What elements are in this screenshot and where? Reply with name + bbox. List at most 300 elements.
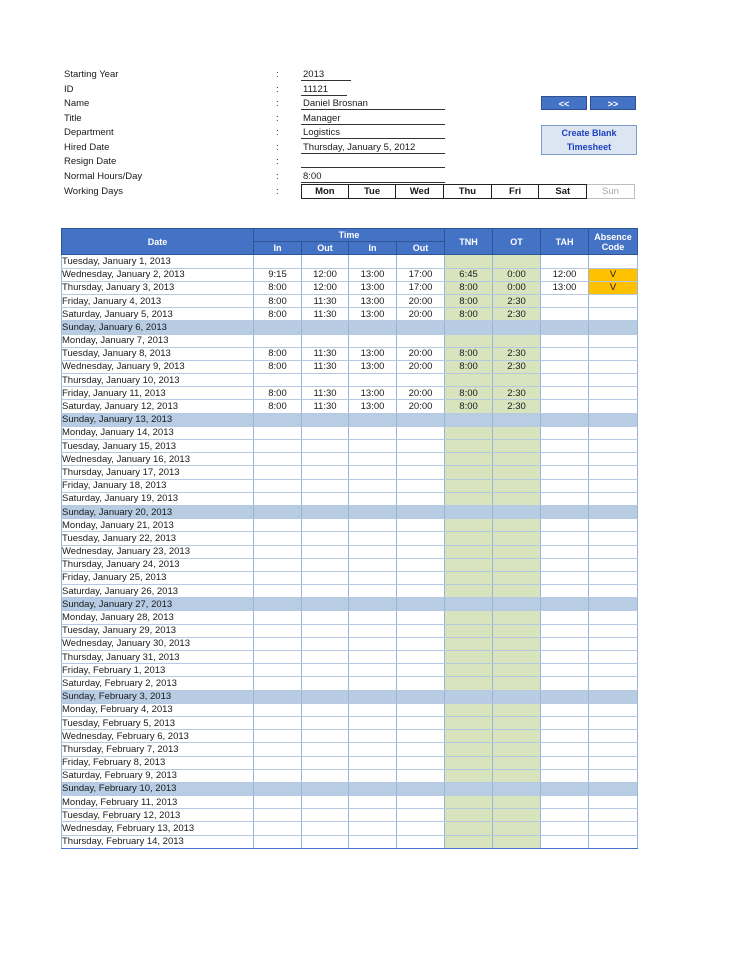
time-out-am-cell[interactable] [302,440,349,453]
time-in-pm-cell[interactable] [349,690,397,703]
absence-code-cell[interactable] [589,756,638,769]
time-in-pm-cell[interactable] [349,730,397,743]
absence-code-cell[interactable] [589,651,638,664]
ot-cell[interactable] [493,334,541,347]
absence-code-cell[interactable] [589,347,638,360]
ot-cell[interactable] [493,466,541,479]
time-out-pm-cell[interactable] [397,585,445,598]
time-out-am-cell[interactable] [302,255,349,268]
time-out-am-cell[interactable] [302,545,349,558]
time-out-pm-cell[interactable] [397,334,445,347]
time-in-am-cell[interactable] [254,756,302,769]
next-year-button[interactable]: >> [590,96,636,110]
time-out-pm-cell[interactable] [397,796,445,809]
time-out-am-cell[interactable] [302,585,349,598]
ot-cell[interactable] [493,769,541,782]
ot-cell[interactable] [493,716,541,729]
time-in-am-cell[interactable]: 8:00 [254,281,302,294]
absence-code-cell[interactable] [589,822,638,835]
time-out-pm-cell[interactable] [397,492,445,505]
absence-code-cell[interactable] [589,479,638,492]
time-out-am-cell[interactable] [302,809,349,822]
tah-cell[interactable] [541,360,589,373]
tah-cell[interactable]: 13:00 [541,281,589,294]
time-in-am-cell[interactable] [254,453,302,466]
absence-code-cell[interactable]: V [589,268,638,281]
tnh-cell[interactable] [445,690,493,703]
tnh-cell[interactable]: 8:00 [445,308,493,321]
time-out-pm-cell[interactable] [397,703,445,716]
ot-cell[interactable]: 2:30 [493,400,541,413]
time-in-pm-cell[interactable] [349,413,397,426]
time-out-pm-cell[interactable]: 20:00 [397,347,445,360]
time-out-am-cell[interactable] [302,677,349,690]
time-out-am-cell[interactable]: 12:00 [302,281,349,294]
working-day-mon[interactable]: Mon [301,184,349,199]
tnh-cell[interactable] [445,769,493,782]
working-day-tue[interactable]: Tue [349,184,397,199]
time-in-am-cell[interactable] [254,769,302,782]
time-in-am-cell[interactable] [254,479,302,492]
absence-code-cell[interactable] [589,624,638,637]
ot-cell[interactable] [493,505,541,518]
ot-cell[interactable] [493,545,541,558]
absence-code-cell[interactable] [589,374,638,387]
absence-code-cell[interactable] [589,677,638,690]
time-out-am-cell[interactable] [302,374,349,387]
time-in-am-cell[interactable]: 8:00 [254,400,302,413]
time-out-pm-cell[interactable] [397,426,445,439]
time-in-pm-cell[interactable]: 13:00 [349,400,397,413]
ot-cell[interactable] [493,479,541,492]
absence-code-cell[interactable] [589,426,638,439]
time-out-am-cell[interactable] [302,611,349,624]
tah-cell[interactable] [541,347,589,360]
ot-cell[interactable] [493,440,541,453]
time-out-pm-cell[interactable] [397,598,445,611]
time-out-pm-cell[interactable] [397,835,445,848]
time-in-am-cell[interactable] [254,519,302,532]
tah-cell[interactable] [541,413,589,426]
time-in-am-cell[interactable] [254,624,302,637]
time-out-pm-cell[interactable] [397,677,445,690]
time-out-am-cell[interactable] [302,690,349,703]
tah-cell[interactable] [541,664,589,677]
working-day-sun[interactable]: Sun [587,184,635,199]
time-out-pm-cell[interactable] [397,255,445,268]
absence-code-cell[interactable] [589,835,638,848]
tah-cell[interactable] [541,374,589,387]
tah-cell[interactable] [541,294,589,307]
time-out-am-cell[interactable]: 11:30 [302,347,349,360]
tah-cell[interactable] [541,743,589,756]
tah-cell[interactable] [541,545,589,558]
time-out-pm-cell[interactable] [397,545,445,558]
time-in-pm-cell[interactable]: 13:00 [349,294,397,307]
time-out-pm-cell[interactable]: 20:00 [397,360,445,373]
time-in-pm-cell[interactable] [349,822,397,835]
ot-cell[interactable]: 2:30 [493,387,541,400]
time-in-am-cell[interactable]: 8:00 [254,387,302,400]
tnh-cell[interactable] [445,519,493,532]
tnh-cell[interactable] [445,743,493,756]
starting-year-field[interactable]: 2013 [303,69,325,80]
absence-code-cell[interactable] [589,492,638,505]
tnh-cell[interactable] [445,637,493,650]
tnh-cell[interactable]: 8:00 [445,281,493,294]
time-in-pm-cell[interactable] [349,505,397,518]
time-out-am-cell[interactable] [302,532,349,545]
time-in-am-cell[interactable]: 8:00 [254,294,302,307]
time-in-am-cell[interactable]: 9:15 [254,268,302,281]
time-out-pm-cell[interactable]: 17:00 [397,268,445,281]
time-in-pm-cell[interactable] [349,479,397,492]
tah-cell[interactable] [541,334,589,347]
absence-code-cell[interactable] [589,743,638,756]
time-out-pm-cell[interactable] [397,453,445,466]
tah-cell[interactable] [541,505,589,518]
ot-cell[interactable] [493,598,541,611]
tah-cell[interactable] [541,796,589,809]
absence-code-cell[interactable] [589,440,638,453]
tah-cell[interactable] [541,308,589,321]
tnh-cell[interactable] [445,730,493,743]
time-out-am-cell[interactable] [302,769,349,782]
time-out-pm-cell[interactable] [397,716,445,729]
time-in-pm-cell[interactable] [349,756,397,769]
absence-code-cell[interactable] [589,730,638,743]
time-out-pm-cell[interactable] [397,321,445,334]
tnh-cell[interactable] [445,585,493,598]
ot-cell[interactable] [493,585,541,598]
absence-code-cell[interactable] [589,453,638,466]
hired-date-field[interactable]: Thursday, January 5, 2012 [303,142,416,153]
time-in-am-cell[interactable] [254,440,302,453]
time-in-pm-cell[interactable] [349,598,397,611]
time-in-pm-cell[interactable] [349,519,397,532]
time-in-pm-cell[interactable] [349,374,397,387]
tnh-cell[interactable]: 6:45 [445,268,493,281]
ot-cell[interactable] [493,703,541,716]
time-in-pm-cell[interactable] [349,545,397,558]
time-out-am-cell[interactable]: 11:30 [302,294,349,307]
tnh-cell[interactable] [445,756,493,769]
id-field[interactable]: 11121 [303,84,329,95]
time-out-am-cell[interactable]: 11:30 [302,308,349,321]
ot-cell[interactable]: 0:00 [493,281,541,294]
title-field[interactable]: Manager [303,113,341,124]
time-out-am-cell[interactable]: 12:00 [302,268,349,281]
tnh-cell[interactable] [445,809,493,822]
time-in-pm-cell[interactable] [349,782,397,795]
time-in-am-cell[interactable] [254,637,302,650]
tnh-cell[interactable] [445,677,493,690]
time-out-am-cell[interactable] [302,413,349,426]
tah-cell[interactable]: 12:00 [541,268,589,281]
ot-cell[interactable] [493,453,541,466]
normal-hours-field[interactable]: 8:00 [303,171,322,182]
time-out-pm-cell[interactable]: 20:00 [397,387,445,400]
time-out-pm-cell[interactable] [397,374,445,387]
tnh-cell[interactable]: 8:00 [445,360,493,373]
time-in-am-cell[interactable] [254,796,302,809]
time-out-am-cell[interactable] [302,598,349,611]
ot-cell[interactable] [493,730,541,743]
time-in-pm-cell[interactable] [349,571,397,584]
tah-cell[interactable] [541,677,589,690]
absence-code-cell[interactable] [589,308,638,321]
absence-code-cell[interactable] [589,255,638,268]
time-in-pm-cell[interactable] [349,677,397,690]
absence-code-cell[interactable] [589,637,638,650]
time-out-am-cell[interactable] [302,796,349,809]
time-in-am-cell[interactable] [254,585,302,598]
time-in-am-cell[interactable] [254,743,302,756]
time-out-pm-cell[interactable]: 20:00 [397,294,445,307]
time-in-pm-cell[interactable] [349,453,397,466]
absence-code-cell[interactable] [589,769,638,782]
time-out-am-cell[interactable] [302,822,349,835]
tnh-cell[interactable]: 8:00 [445,294,493,307]
ot-cell[interactable] [493,796,541,809]
time-in-am-cell[interactable] [254,822,302,835]
time-in-pm-cell[interactable] [349,664,397,677]
time-out-pm-cell[interactable] [397,571,445,584]
tnh-cell[interactable] [445,413,493,426]
tnh-cell[interactable] [445,505,493,518]
time-out-pm-cell[interactable] [397,809,445,822]
time-in-am-cell[interactable]: 8:00 [254,360,302,373]
time-in-am-cell[interactable] [254,598,302,611]
time-in-am-cell[interactable] [254,532,302,545]
time-out-pm-cell[interactable] [397,769,445,782]
tah-cell[interactable] [541,809,589,822]
absence-code-cell[interactable] [589,505,638,518]
time-out-pm-cell[interactable] [397,664,445,677]
tah-cell[interactable] [541,782,589,795]
tnh-cell[interactable]: 8:00 [445,387,493,400]
time-in-am-cell[interactable] [254,426,302,439]
time-out-am-cell[interactable] [302,756,349,769]
absence-code-cell[interactable] [589,664,638,677]
tnh-cell[interactable] [445,571,493,584]
tah-cell[interactable] [541,558,589,571]
time-in-am-cell[interactable] [254,255,302,268]
time-in-am-cell[interactable] [254,545,302,558]
absence-code-cell[interactable] [589,360,638,373]
tnh-cell[interactable] [445,255,493,268]
tah-cell[interactable] [541,321,589,334]
time-out-am-cell[interactable] [302,334,349,347]
ot-cell[interactable]: 0:00 [493,268,541,281]
absence-code-cell[interactable] [589,334,638,347]
tnh-cell[interactable] [445,374,493,387]
time-out-pm-cell[interactable] [397,466,445,479]
time-out-am-cell[interactable] [302,782,349,795]
time-out-am-cell[interactable]: 11:30 [302,360,349,373]
previous-year-button[interactable]: << [541,96,587,110]
time-out-pm-cell[interactable] [397,782,445,795]
time-out-pm-cell[interactable] [397,479,445,492]
time-in-pm-cell[interactable] [349,334,397,347]
time-out-pm-cell[interactable]: 20:00 [397,308,445,321]
tnh-cell[interactable] [445,822,493,835]
time-out-pm-cell[interactable] [397,519,445,532]
tnh-cell[interactable] [445,782,493,795]
time-out-am-cell[interactable] [302,492,349,505]
absence-code-cell[interactable] [589,690,638,703]
time-out-pm-cell[interactable] [397,532,445,545]
time-out-am-cell[interactable] [302,651,349,664]
time-out-am-cell[interactable] [302,716,349,729]
time-out-pm-cell[interactable]: 20:00 [397,400,445,413]
tah-cell[interactable] [541,624,589,637]
time-in-pm-cell[interactable]: 13:00 [349,347,397,360]
ot-cell[interactable]: 2:30 [493,308,541,321]
tnh-cell[interactable] [445,716,493,729]
ot-cell[interactable] [493,413,541,426]
time-in-am-cell[interactable] [254,716,302,729]
tnh-cell[interactable] [445,703,493,716]
absence-code-cell[interactable] [589,611,638,624]
ot-cell[interactable] [493,782,541,795]
time-in-pm-cell[interactable] [349,611,397,624]
time-in-pm-cell[interactable] [349,703,397,716]
working-day-wed[interactable]: Wed [396,184,444,199]
time-out-pm-cell[interactable] [397,440,445,453]
ot-cell[interactable] [493,519,541,532]
ot-cell[interactable]: 2:30 [493,347,541,360]
time-in-am-cell[interactable] [254,703,302,716]
time-in-am-cell[interactable] [254,651,302,664]
time-out-am-cell[interactable] [302,479,349,492]
absence-code-cell[interactable] [589,545,638,558]
tah-cell[interactable] [541,637,589,650]
ot-cell[interactable] [493,255,541,268]
time-out-am-cell[interactable] [302,703,349,716]
time-out-am-cell[interactable] [302,730,349,743]
tnh-cell[interactable] [445,334,493,347]
time-out-pm-cell[interactable]: 17:00 [397,281,445,294]
time-out-am-cell[interactable] [302,321,349,334]
time-in-pm-cell[interactable] [349,624,397,637]
time-in-am-cell[interactable] [254,571,302,584]
tnh-cell[interactable] [445,440,493,453]
tnh-cell[interactable] [445,545,493,558]
time-in-pm-cell[interactable]: 13:00 [349,360,397,373]
time-in-pm-cell[interactable] [349,440,397,453]
time-out-am-cell[interactable] [302,637,349,650]
tnh-cell[interactable] [445,558,493,571]
time-in-pm-cell[interactable]: 13:00 [349,387,397,400]
time-in-pm-cell[interactable] [349,716,397,729]
time-in-pm-cell[interactable]: 13:00 [349,268,397,281]
time-in-pm-cell[interactable] [349,426,397,439]
time-out-pm-cell[interactable] [397,505,445,518]
ot-cell[interactable] [493,571,541,584]
tnh-cell[interactable] [445,532,493,545]
absence-code-cell[interactable] [589,413,638,426]
ot-cell[interactable] [493,822,541,835]
absence-code-cell[interactable] [589,294,638,307]
absence-code-cell[interactable] [589,387,638,400]
time-out-pm-cell[interactable] [397,756,445,769]
time-in-pm-cell[interactable] [349,532,397,545]
ot-cell[interactable] [493,624,541,637]
time-in-am-cell[interactable] [254,334,302,347]
time-in-am-cell[interactable] [254,611,302,624]
tah-cell[interactable] [541,822,589,835]
time-out-pm-cell[interactable] [397,651,445,664]
time-out-am-cell[interactable] [302,743,349,756]
tnh-cell[interactable]: 8:00 [445,347,493,360]
time-in-pm-cell[interactable] [349,466,397,479]
tah-cell[interactable] [541,756,589,769]
time-in-pm-cell[interactable] [349,558,397,571]
tnh-cell[interactable] [445,426,493,439]
time-in-am-cell[interactable]: 8:00 [254,347,302,360]
time-in-pm-cell[interactable] [349,651,397,664]
ot-cell[interactable] [493,492,541,505]
tah-cell[interactable] [541,255,589,268]
time-out-am-cell[interactable] [302,571,349,584]
time-out-pm-cell[interactable] [397,624,445,637]
time-out-pm-cell[interactable] [397,611,445,624]
time-out-am-cell[interactable] [302,835,349,848]
ot-cell[interactable] [493,426,541,439]
time-out-am-cell[interactable] [302,426,349,439]
ot-cell[interactable] [493,558,541,571]
tah-cell[interactable] [541,769,589,782]
absence-code-cell[interactable] [589,321,638,334]
tnh-cell[interactable] [445,835,493,848]
absence-code-cell[interactable] [589,703,638,716]
absence-code-cell[interactable] [589,400,638,413]
time-in-am-cell[interactable] [254,505,302,518]
time-in-am-cell[interactable] [254,321,302,334]
ot-cell[interactable]: 2:30 [493,360,541,373]
time-out-pm-cell[interactable] [397,690,445,703]
time-in-am-cell[interactable] [254,677,302,690]
tah-cell[interactable] [541,453,589,466]
tah-cell[interactable] [541,532,589,545]
time-out-pm-cell[interactable] [397,743,445,756]
time-in-pm-cell[interactable] [349,809,397,822]
tah-cell[interactable] [541,519,589,532]
working-day-fri[interactable]: Fri [492,184,540,199]
ot-cell[interactable] [493,611,541,624]
time-in-am-cell[interactable] [254,466,302,479]
time-in-am-cell[interactable] [254,782,302,795]
time-out-am-cell[interactable] [302,624,349,637]
absence-code-cell[interactable] [589,809,638,822]
working-day-thu[interactable]: Thu [444,184,492,199]
time-out-am-cell[interactable] [302,519,349,532]
tnh-cell[interactable] [445,796,493,809]
time-out-am-cell[interactable] [302,664,349,677]
time-in-pm-cell[interactable] [349,585,397,598]
ot-cell[interactable] [493,756,541,769]
time-in-am-cell[interactable] [254,558,302,571]
tnh-cell[interactable] [445,651,493,664]
tah-cell[interactable] [541,492,589,505]
absence-code-cell[interactable] [589,796,638,809]
tnh-cell[interactable] [445,624,493,637]
tnh-cell[interactable] [445,611,493,624]
time-out-am-cell[interactable] [302,505,349,518]
absence-code-cell[interactable] [589,782,638,795]
absence-code-cell[interactable] [589,558,638,571]
